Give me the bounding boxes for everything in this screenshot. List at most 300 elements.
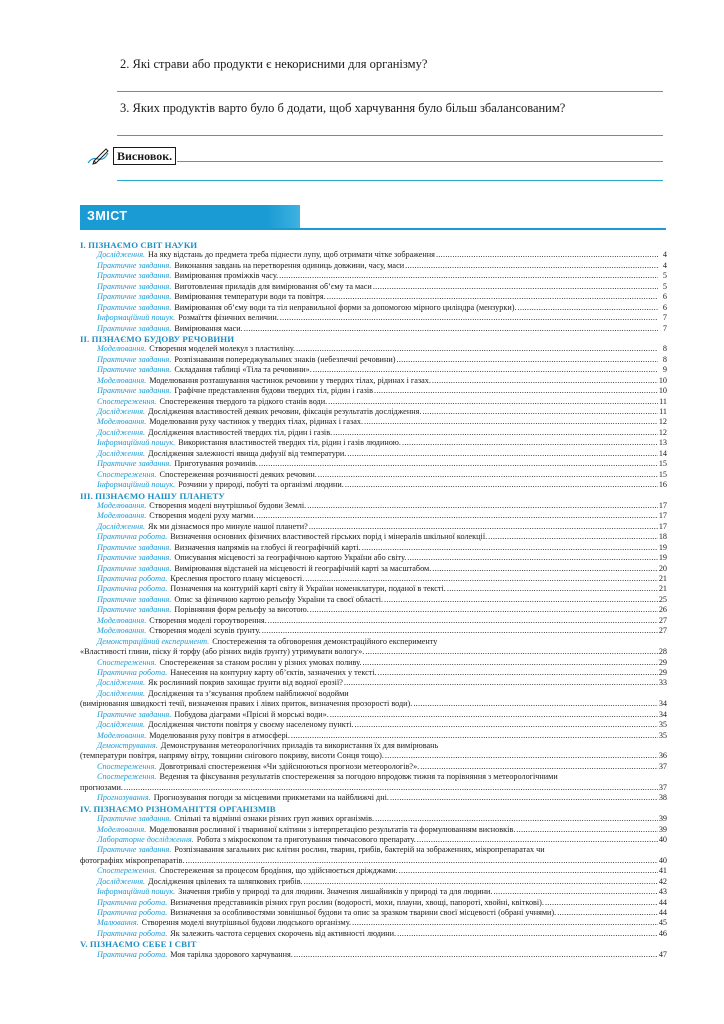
toc-page-number: 19: [658, 553, 667, 563]
toc-item[interactable]: [80, 898, 667, 908]
toc-item-text: Ведення та фіксування результатів спостереження за погодою впродовж тижня та порівняння з метеорологічними: [159, 772, 558, 782]
toc-item-category: Моделювання.: [97, 730, 147, 740]
toc-leader: [333, 428, 658, 438]
toc-leader: [294, 950, 658, 960]
toc-page-number: 42: [658, 876, 667, 886]
toc-page-number: 39: [658, 824, 667, 834]
toc-item[interactable]: [80, 282, 667, 292]
toc-item[interactable]: [80, 678, 667, 688]
toc-item-text: Креслення простого плану місцевості.: [170, 574, 305, 583]
toc-leader: [420, 762, 658, 772]
toc-page-number: 47: [658, 949, 667, 959]
toc-item[interactable]: [80, 689, 667, 699]
toc-item-text: «Властивості глини, піску й торфу (або різних видів ґрунту) утримувати вологу».: [80, 647, 365, 657]
toc-leader: [518, 303, 659, 313]
toc-item-category: Практичне завдання.: [97, 709, 172, 719]
toc-leader: [432, 376, 658, 386]
toc-item-text: Приготування розчинів.: [174, 459, 258, 469]
toc-item-text: Моделювання руху повітря в атмосфері.: [149, 730, 290, 740]
toc-item[interactable]: [80, 553, 667, 563]
toc-item-category: Практичне завдання.: [97, 605, 172, 615]
toc-leader: [280, 313, 658, 323]
toc-page-number: 17: [658, 511, 667, 521]
toc-item-category: Моделювання.: [97, 511, 147, 521]
toc-page-number: 7: [662, 323, 667, 333]
question-2: 2. Які страви або продукти є некорисними для організму?: [120, 57, 428, 71]
toc-page-number: 45: [658, 918, 667, 928]
toc-item-text: Спостереження за процесом бродіння, що здійснюється дріжджами.: [159, 866, 398, 876]
toc-item[interactable]: [80, 501, 667, 511]
toc-item-category: Моделювання.: [97, 615, 147, 625]
toc-item-text: Створення моделі гороутворення.: [149, 615, 267, 625]
toc-item-category: Дослідження.: [97, 678, 146, 688]
toc-leader: [244, 324, 658, 334]
toc-leader: [355, 720, 658, 730]
toc-item[interactable]: [80, 835, 667, 845]
toc-page-number: 7: [662, 313, 667, 323]
toc-item[interactable]: [80, 397, 667, 407]
toc-page-number: 27: [658, 626, 667, 636]
toc-page-number: 46: [658, 928, 667, 938]
toc-leader: [327, 292, 658, 302]
toc-item[interactable]: [80, 616, 667, 626]
toc-page-number: 29: [658, 667, 667, 677]
toc-leader: [405, 261, 658, 271]
toc-leader: [516, 825, 658, 835]
toc-item[interactable]: [80, 324, 667, 334]
toc-leader: [310, 605, 658, 615]
toc-page-number: 36: [658, 751, 667, 761]
toc-item-text: Значення грибів у природі та для людини. Значення лишайників у природі та для людини.: [178, 887, 493, 897]
answer-line[interactable]: [117, 91, 663, 92]
toc-item[interactable]: [80, 731, 667, 741]
answer-line[interactable]: [117, 135, 663, 136]
toc-page-number: 17: [658, 521, 667, 531]
toc-page-number: 28: [658, 647, 667, 657]
toc-item[interactable]: [80, 271, 667, 281]
toc-item-text: Створення моделі руху магми.: [149, 511, 256, 521]
toc-item-continuation[interactable]: [80, 647, 667, 657]
toc-item-category: Спостереження.: [97, 866, 157, 876]
toc-item-text: Моделювання рослинної і тваринної клітини з інтерпретацією результатів та формулюванням висновків.: [149, 824, 516, 834]
toc-leader: [352, 918, 658, 928]
toc-leader: [256, 511, 658, 521]
toc-page-number: 34: [658, 699, 667, 709]
toc-item-category: Моделювання.: [97, 417, 147, 427]
toc-item-category: Дослідження.: [97, 688, 146, 698]
toc-page-number: 5: [662, 281, 667, 291]
toc-item[interactable]: [80, 908, 667, 918]
toc-item-continuation[interactable]: [80, 856, 667, 866]
toc-page-number: 37: [658, 782, 667, 792]
toc-item[interactable]: [80, 522, 667, 532]
toc-item-text: Визначення основних фізичних властивостей гірських порід і мінералів шкільної колекції.: [170, 532, 488, 542]
toc-item-category: Прогнозування.: [97, 793, 151, 803]
toc-item[interactable]: [80, 741, 667, 751]
toc-leader: [347, 449, 657, 459]
toc-leader: [407, 553, 658, 563]
toc-item-category: Інформаційний пошук.: [97, 313, 176, 323]
toc-item-category: Практична робота.: [97, 928, 168, 938]
toc-page-number: 4: [662, 260, 667, 270]
toc-item-category: Практичне завдання.: [97, 459, 172, 469]
toc-item[interactable]: [80, 574, 667, 584]
toc-page-number: 21: [658, 574, 667, 583]
toc-leader: [545, 898, 658, 908]
toc-page-number: 12: [658, 417, 667, 427]
toc-item-category: Моделювання.: [97, 500, 147, 510]
toc-leader: [318, 470, 658, 480]
toc-item-category: Практичне завдання.: [97, 292, 172, 302]
toc-item[interactable]: [80, 772, 667, 782]
toc-item-text: Спільні та відмінні ознаки різних груп живих організмів.: [174, 814, 375, 824]
toc-leader: [259, 459, 658, 469]
toc-leader: [313, 365, 658, 375]
toc-leader: [390, 793, 658, 803]
toc-item[interactable]: [80, 365, 667, 375]
toc-item-text: Опис за фізичною картою рельєфу України та своєї області.: [174, 594, 384, 604]
toc-section-title[interactable]: V. ПІЗНАЄМО СЕБЕ І СВІТ: [80, 939, 197, 950]
toc-item[interactable]: [80, 459, 667, 469]
toc-item[interactable]: [80, 668, 667, 678]
toc-item-category: Дослідження.: [97, 427, 146, 437]
toc-item-text: Використання властивостей твердих тіл, рідин і газів людиною.: [178, 438, 401, 448]
toc-leader: [413, 699, 658, 709]
toc-page-number: 8: [662, 354, 667, 364]
toc-item-category: Практичне завдання.: [97, 260, 172, 270]
toc-item-category: Малювання.: [97, 918, 139, 928]
toc-item-text: Робота з мікроскопом та приготування тимчасового препарату.: [196, 834, 416, 844]
toc-leader: [396, 355, 658, 365]
toc-item-text: Графічне представлення будови твердих тіл, рідин і газів: [174, 386, 373, 396]
toc-item-text: Розчини у природі, побуті та організмі людини.: [178, 480, 344, 490]
answer-line[interactable]: [117, 180, 663, 181]
toc-leader: [399, 866, 658, 876]
toc-item-text: Виконання завдань на перетворення одиниць довжини, часу, маси: [174, 260, 405, 270]
toc-item-category: Практичне завдання.: [97, 302, 172, 312]
toc-item-text: Порівняння форм рельєфу за висотою.: [174, 605, 309, 615]
toc-item-text: Розпізнавання загальних рис клітин рослин, тварин, грибів, бактерій на зображеннях, мікропрепаратах чи: [174, 845, 545, 855]
toc-item[interactable]: [80, 511, 667, 521]
toc-item[interactable]: [80, 261, 667, 271]
toc-item[interactable]: [80, 470, 667, 480]
toc-leader: [304, 877, 658, 887]
toc-leader: [344, 678, 658, 688]
toc-item[interactable]: [80, 866, 667, 876]
toc-item[interactable]: [80, 595, 667, 605]
pen-writing-icon: [86, 147, 110, 165]
toc-page-number: 5: [662, 271, 667, 281]
toc-item[interactable]: [80, 877, 667, 887]
toc-section-title[interactable]: IV. ПІЗНАЄМО РІЗНОМАНІТТЯ ОРГАНІЗМІВ: [80, 803, 276, 814]
toc-leader: [378, 668, 658, 678]
toc-item-category: Спостереження.: [97, 761, 157, 771]
toc-item[interactable]: [80, 449, 667, 459]
toc-item-text: Моя тарілка здорового харчування.: [170, 949, 293, 959]
toc-item-category: Інформаційний пошук.: [97, 480, 176, 490]
toc-page-number: 17: [658, 500, 667, 510]
toc-item[interactable]: [80, 929, 667, 939]
toc-leader: [493, 887, 657, 897]
toc-page-number: 16: [658, 480, 667, 490]
toc-item-category: Практична робота.: [97, 897, 168, 907]
toc-item[interactable]: [80, 762, 667, 772]
toc-leader: [185, 856, 657, 866]
toc-page-number: 33: [658, 678, 667, 688]
toc-page-number: 44: [658, 908, 667, 917]
toc-item-category: Дослідження.: [97, 250, 146, 260]
toc-page-number: 37: [658, 761, 667, 771]
toc-item[interactable]: [80, 720, 667, 730]
toc-item[interactable]: [80, 584, 667, 594]
toc-page-number: 15: [658, 469, 667, 479]
toc-item-text: Спостереження розчинності деяких речовин.: [159, 469, 317, 479]
toc-page-number: 6: [662, 292, 667, 302]
toc-leader: [557, 908, 658, 918]
toc-item-text: Дослідження та з’ясування проблем найближчої водойми: [148, 688, 349, 698]
toc-item-text: Вимірювання проміжків часу.: [174, 271, 279, 281]
toc-item-text: прогнозами.: [80, 782, 123, 792]
toc-item-text: Вимірювання відстаней на місцевості й географічній карті за масштабом.: [174, 563, 432, 573]
toc-item-text: Дослідження цвілевих та шляпкових грибів.: [148, 876, 303, 886]
toc-item-category: Лабораторне дослідження.: [97, 834, 194, 844]
toc-page-number: 10: [658, 375, 667, 385]
toc-item-category: Спостереження.: [97, 396, 157, 406]
toc-item-category: Практична робота.: [97, 949, 168, 959]
toc-leader: [417, 835, 658, 845]
toc-item-text: Як ми дізнаємося про минуле нашої планети?: [148, 521, 308, 531]
toc-item[interactable]: [80, 845, 667, 855]
toc-item-category: Дослідження.: [97, 521, 146, 531]
toc-item-text: Нанесення на контурну карту об’єктів, зазначених у тексті.: [170, 667, 377, 677]
toc-leader: [436, 250, 658, 260]
toc-page-number: 19: [658, 542, 667, 552]
toc-leader: [365, 647, 657, 657]
toc-item-category: Моделювання.: [97, 626, 147, 636]
toc-item[interactable]: [80, 428, 667, 438]
toc-item[interactable]: [80, 532, 667, 542]
toc-leader: [375, 814, 658, 824]
toc-item-category: Практичне завдання.: [97, 386, 172, 396]
toc-page-number: 14: [658, 448, 667, 458]
toc-item-category: Практична робота.: [97, 532, 168, 542]
toc-page-number: 21: [658, 584, 667, 594]
toc-page-number: 18: [658, 532, 667, 542]
toc-leader: [296, 344, 658, 354]
toc-item[interactable]: [80, 438, 667, 448]
toc-leader: [432, 564, 658, 574]
toc-item-text: (вимірювання швидкості течії, визначення правих і лівих приток, визначення прозорості води).: [80, 699, 413, 709]
toc-page-number: 13: [658, 438, 667, 448]
toc-item[interactable]: [80, 564, 667, 574]
toc-item-category: Моделювання.: [97, 824, 147, 834]
toc-item-category: Дослідження.: [97, 720, 146, 730]
toc-item-text: Прогнозування погоди за місцевими прикметами на найближчі дні.: [153, 793, 389, 803]
toc-page-number: 4: [662, 250, 667, 260]
toc-section-title[interactable]: III. ПІЗНАЄМО НАШУ ПЛАНЕТУ: [80, 490, 225, 501]
toc-header: [80, 205, 300, 229]
toc-item-continuation[interactable]: [80, 699, 667, 709]
toc-page-number: 40: [658, 855, 667, 865]
toc-item[interactable]: [80, 814, 667, 824]
toc-leader: [402, 438, 658, 448]
toc-item[interactable]: [80, 543, 667, 553]
toc-item-category: Демонстраційний експеримент.: [97, 636, 210, 646]
toc-item-text: Виготовлення приладів для вимірювання об’єму та маси: [174, 281, 372, 291]
conclusion-label: Висновок.: [113, 147, 176, 165]
toc-item-text: Вимірювання маси.: [174, 323, 243, 333]
toc-item-category: Дослідження.: [97, 448, 146, 458]
toc-item-text: Спостереження та обговорення демонстраційного експерименту: [212, 636, 438, 646]
answer-line[interactable]: [177, 161, 663, 162]
toc-item-text: Вимірювання об’єму води та тіл неправильної форми за допомогою мірного циліндра (мензурки).: [174, 302, 517, 312]
toc-item[interactable]: [80, 626, 667, 636]
toc-leader: [262, 626, 658, 636]
toc-page-number: 35: [658, 730, 667, 740]
toc-item-text: Створення моделі внутрішньої будови Землі.: [149, 500, 307, 510]
toc-item-text: (температури повітря, напряму вітру, товщини снігового покриву, висоти Сонця тощо).: [80, 751, 384, 761]
toc-leader: [309, 522, 658, 532]
toc-leader: [124, 783, 658, 793]
toc-item[interactable]: [80, 344, 667, 354]
toc-page-number: 12: [658, 427, 667, 437]
toc-item[interactable]: [80, 250, 667, 260]
toc-item-category: Практична робота.: [97, 908, 168, 917]
toc-item-text: Побудова діаграми «Прісні й морські води».: [174, 709, 329, 719]
toc-item-category: Практичне завдання.: [97, 271, 172, 281]
toc-item-text: фотографіях мікропрепаратів.: [80, 855, 185, 865]
toc-item-text: Створення моделі внутрішньої будови людського організму.: [141, 918, 352, 928]
toc-item[interactable]: [80, 417, 667, 427]
toc-item-text: Як рослинний покрив захищає ґрунти від водної ерозії?: [148, 678, 343, 688]
toc-leader: [447, 584, 658, 594]
toc-leader: [373, 282, 658, 292]
toc-item-text: Спостереження твердого та рідкого станів води.: [159, 396, 328, 406]
toc-item-category: Спостереження.: [97, 772, 157, 782]
toc-item[interactable]: [80, 605, 667, 615]
toc-title: ЗМІСТ: [87, 209, 128, 223]
toc-leader: [488, 532, 658, 542]
toc-page-number: 26: [658, 605, 667, 615]
toc-page-number: 9: [662, 365, 667, 375]
toc-item-text: Моделювання розташування частинок речовини у твердих тілах, рідинах і газах.: [149, 375, 431, 385]
toc-leader: [397, 929, 658, 939]
toc-item-category: Інформаційний пошук.: [97, 438, 176, 448]
toc-item-text: Дослідження чистоти повітря у своєму населеному пункті.: [148, 720, 354, 730]
toc-item[interactable]: [80, 793, 667, 803]
toc-item-category: Практичне завдання.: [97, 542, 172, 552]
toc-leader: [305, 574, 658, 584]
toc-item-text: Описування місцевості за географічною картою України або світу.: [174, 553, 407, 563]
toc-item-text: Демонстрування метеорологічних приладів та використання їх для вимірювань: [160, 741, 439, 750]
toc-item-category: Практичне завдання.: [97, 354, 172, 364]
toc-item[interactable]: [80, 710, 667, 720]
toc-page-number: 27: [658, 615, 667, 625]
toc-leader: [291, 731, 658, 741]
toc-item[interactable]: [80, 950, 667, 960]
table-of-contents: [80, 240, 667, 960]
toc-item-text: Створення моделей молекул з пластиліну.: [149, 344, 296, 354]
toc-item-text: Як залежить частота серцевих скорочень від активності людини.: [170, 928, 397, 938]
toc-page-number: 43: [658, 887, 667, 897]
toc-item-text: Визначення представників різних груп рослин (водорості, мохи, плауни, хвощі, папороті, хвойні, квіткові).: [170, 897, 544, 907]
toc-item[interactable]: [80, 386, 667, 396]
toc-item-category: Практичне завдання.: [97, 594, 172, 604]
conclusion: [86, 147, 176, 165]
toc-item[interactable]: [80, 918, 667, 928]
toc-item-category: Дослідження.: [97, 876, 146, 886]
toc-page-number: 6: [662, 302, 667, 312]
toc-item-text: Розпізнавання попереджувальних знаків (небезпечні речовини): [174, 354, 396, 364]
toc-item[interactable]: [80, 407, 667, 417]
toc-leader: [362, 543, 658, 553]
toc-leader: [384, 595, 658, 605]
toc-section-title[interactable]: I. ПІЗНАЄМО СВІТ НАУКИ: [80, 240, 198, 250]
toc-leader: [362, 658, 657, 668]
toc-item-category: Практичне завдання.: [97, 814, 172, 824]
toc-item[interactable]: [80, 480, 667, 490]
toc-item-continuation[interactable]: [80, 783, 667, 793]
toc-item[interactable]: [80, 355, 667, 365]
toc-item-category: Моделювання.: [97, 375, 147, 385]
toc-leader: [374, 386, 658, 396]
toc-item-category: Моделювання.: [97, 344, 147, 354]
toc-item-text: Створення моделі зсувів ґрунту.: [149, 626, 261, 636]
toc-page-number: 11: [659, 396, 667, 406]
toc-leader: [385, 751, 658, 761]
toc-item-category: Практичне завдання.: [97, 563, 172, 573]
toc-item[interactable]: [80, 825, 667, 835]
toc-page-number: 29: [658, 657, 667, 667]
toc-item[interactable]: [80, 658, 667, 668]
toc-page-number: 20: [658, 563, 667, 573]
toc-item[interactable]: [80, 887, 667, 897]
toc-item[interactable]: [80, 303, 667, 313]
toc-item[interactable]: [80, 313, 667, 323]
toc-item[interactable]: [80, 292, 667, 302]
toc-item-text: Спостереження за станом рослин у різних умовах поливу.: [159, 657, 362, 667]
toc-page-number: 11: [659, 407, 667, 416]
toc-leader: [307, 501, 658, 511]
toc-page-number: 39: [658, 814, 667, 824]
toc-item-category: Практичне завдання.: [97, 365, 172, 375]
toc-item-category: Практичне завдання.: [97, 553, 172, 563]
toc-item-category: Інформаційний пошук.: [97, 887, 176, 897]
toc-page-number: 15: [658, 459, 667, 469]
toc-item-category: Спостереження.: [97, 469, 157, 479]
toc-page-number: 44: [658, 897, 667, 907]
toc-item[interactable]: [80, 376, 667, 386]
toc-item-text: Моделювання руху частинок у твердих тілах, рідинах і газах.: [149, 417, 364, 427]
toc-page-number: 25: [658, 594, 667, 604]
toc-item-text: На яку відстань до предмета треба піднести лупу, щоб отримати чітке зображення: [148, 250, 435, 260]
toc-item-category: Демонстрування.: [97, 741, 158, 750]
toc-item-text: Дослідження залежності явища дифузії від температури.: [148, 448, 347, 458]
toc-item-continuation[interactable]: [80, 751, 667, 761]
toc-leader: [345, 480, 658, 490]
toc-item-text: Вимірювання температури води та повітря.: [174, 292, 326, 302]
toc-item-category: Практичне завдання.: [97, 281, 172, 291]
toc-item-category: Практична робота.: [97, 584, 168, 594]
toc-page-number: 38: [658, 793, 667, 803]
toc-item[interactable]: [80, 637, 667, 647]
toc-item-category: Дослідження.: [97, 407, 146, 416]
question-3: 3. Яких продуктів варто було б додати, щоб харчування було більш збалансованим?: [120, 101, 566, 115]
toc-page-number: 34: [658, 709, 667, 719]
toc-leader: [364, 417, 658, 427]
toc-section-title[interactable]: II. ПІЗНАЄМО БУДОВУ РЕЧОВИНИ: [80, 333, 235, 344]
toc-item-category: Практичне завдання.: [97, 323, 172, 333]
